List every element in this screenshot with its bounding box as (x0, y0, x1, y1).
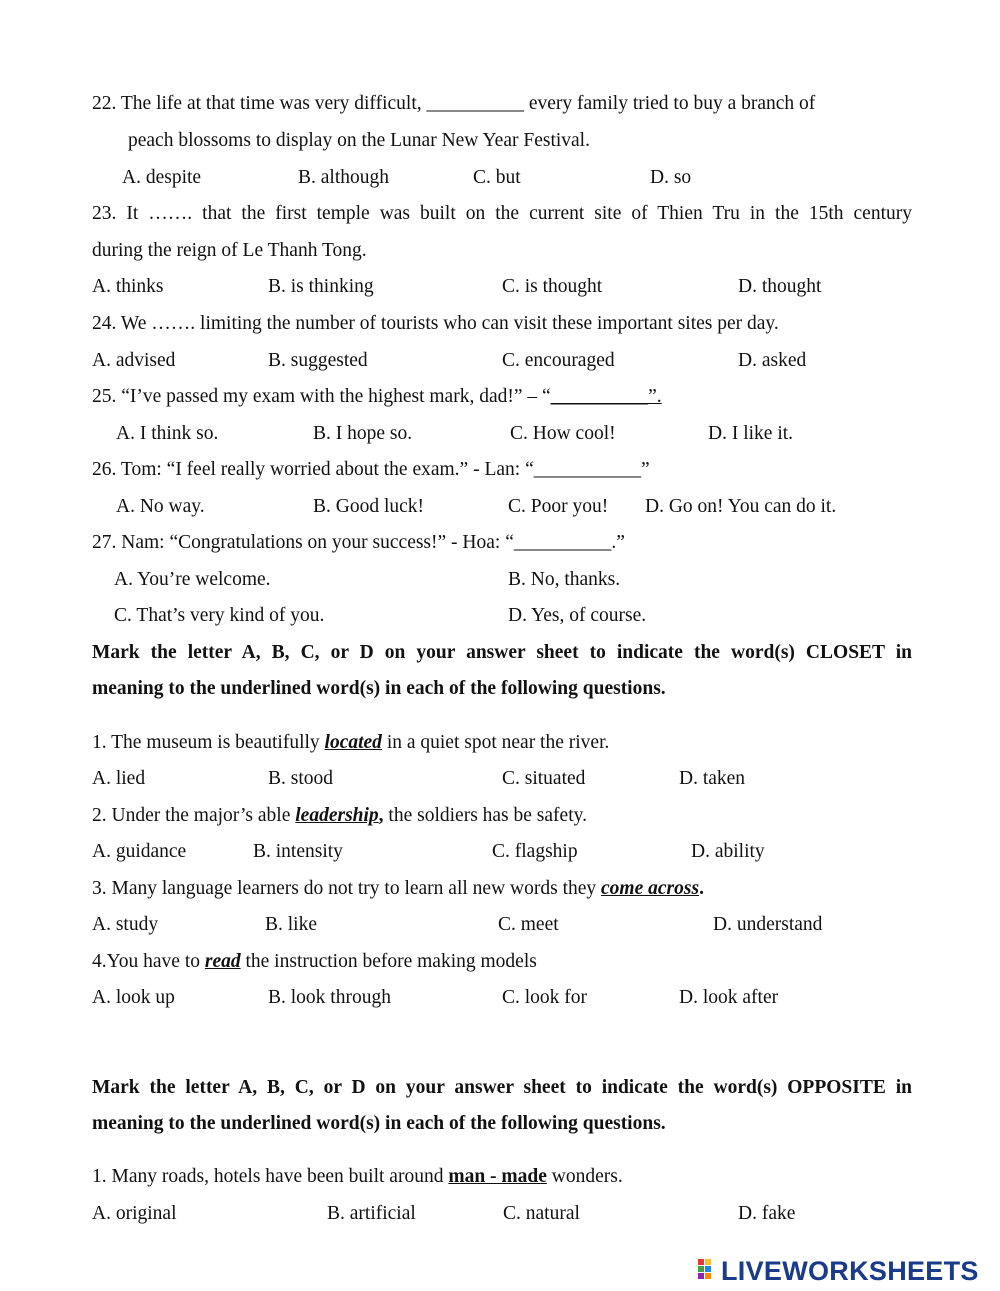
q25-option-c: C. How cool! (510, 423, 616, 444)
closest-q3-underlined-word: come across (601, 878, 700, 899)
closest-q1-option-a: A. lied (92, 768, 146, 789)
q25-blank[interactable]: __________”. (550, 386, 662, 407)
q24-option-a: A. advised (92, 350, 176, 371)
q23-option-b: B. is thinking (268, 276, 374, 297)
closest-q3-option-a: A. study (92, 914, 159, 935)
q22-stem-line2: peach blossoms to display on the Lunar New Year Festival. (128, 130, 590, 151)
q26-option-b: B. Good luck! (313, 496, 425, 517)
closest-q4-underlined-word: read (204, 951, 241, 972)
opposite-q1-stem: 1. Many roads, hotels have been built around man - made wonders. (92, 1166, 623, 1187)
liveworksheets-logo-icon (697, 1258, 719, 1284)
q24-option-c: C. encouraged (502, 350, 615, 371)
closest-q1-option-d: D. taken (679, 768, 746, 789)
closest-q4-option-a: A. look up (92, 987, 175, 1008)
opposite-q1-option-a: A. original (92, 1203, 177, 1224)
closest-q3-option-b: B. like (265, 914, 317, 935)
closest-q1-stem: 1. The museum is beautifully located in a quiet spot near the river. (92, 732, 610, 753)
opposite-q1-option-d: D. fake (738, 1203, 796, 1224)
q25-option-b: B. I hope so. (313, 423, 413, 444)
liveworksheets-logo-text: LIVEWORKSHEETS (721, 1255, 979, 1286)
q25-option-d: D. I like it. (708, 423, 794, 444)
closest-q4-option-d: D. look after (679, 987, 779, 1008)
q26-stem: 26. Tom: “I feel really worried about the exam.” - Lan: “___________” (92, 459, 650, 480)
section-opposite-instruction-line2: meaning to the underlined word(s) in each of the following questions. (92, 1113, 666, 1134)
closest-q2-option-a: A. guidance (92, 841, 187, 862)
q23-option-c: C. is thought (502, 276, 603, 297)
closest-q4-option-b: B. look through (268, 987, 391, 1008)
q22-option-c: C. but (473, 167, 521, 188)
closest-q2-option-d: D. ability (691, 841, 765, 862)
closest-q2-underlined-word: leadership (295, 805, 379, 826)
q23-stem-line2: during the reign of Le Thanh Tong. (92, 240, 367, 261)
q23-stem-line1: 23. It ……. that the first temple was built on the current site of Thien Tru in the 15th century (92, 203, 912, 224)
q24-stem: 24. We ……. limiting the number of tourists who can visit these important sites per day. (92, 313, 779, 334)
q23-option-d: D. thought (738, 276, 822, 297)
q27-option-c: C. That’s very kind of you. (114, 605, 325, 626)
closest-q4-stem: 4.You have to read the instruction before making models (92, 951, 537, 972)
closest-q3-stem: 3. Many language learners do not try to learn all new words they come across. (92, 878, 704, 899)
section-closest-instruction-line2: meaning to the underlined word(s) in each of the following questions. (92, 678, 666, 699)
liveworksheets-logo (697, 1254, 979, 1288)
q22-blank[interactable]: __________ (426, 93, 524, 114)
closest-q1-underlined-word: located (324, 732, 382, 753)
opposite-q1-option-b: B. artificial (327, 1203, 416, 1224)
q23-option-a: A. thinks (92, 276, 164, 297)
closest-q3-option-c: C. meet (498, 914, 559, 935)
closest-q1-option-c: C. situated (502, 768, 586, 789)
q26-option-d: D. Go on! You can do it. (645, 496, 837, 517)
q25-stem: 25. “I’ve passed my exam with the highest mark, dad!” – “__________”. (92, 386, 662, 407)
closest-q2-option-c: C. flagship (492, 841, 578, 862)
closest-q3-option-d: D. understand (713, 914, 823, 935)
q22-stem-line1: 22. The life at that time was very difficult, __________ every family tried to buy a branch of (92, 93, 816, 114)
q22-option-d: D. so (650, 167, 692, 188)
closest-q1-option-b: B. stood (268, 768, 334, 789)
q22-option-b: B. although (298, 167, 389, 188)
q27-option-a: A. You’re welcome. (114, 569, 271, 590)
opposite-q1-option-c: C. natural (503, 1203, 580, 1224)
q24-option-b: B. suggested (268, 350, 368, 371)
q24-option-d: D. asked (738, 350, 807, 371)
q26-option-c: C. Poor you! (508, 496, 609, 517)
q26-option-a: A. No way. (116, 496, 205, 517)
section-opposite-instruction-line1: Mark the letter A, B, C, or D on your answer sheet to indicate the word(s) OPPOSITE in (92, 1077, 912, 1098)
closest-q2-stem: 2. Under the major’s able leadership, the soldiers has be safety. (92, 805, 587, 826)
q27-option-b: B. No, thanks. (508, 569, 621, 590)
q25-option-a: A. I think so. (116, 423, 219, 444)
q22-option-a: A. despite (122, 167, 202, 188)
section-closest-instruction-line1: Mark the letter A, B, C, or D on your answer sheet to indicate the word(s) CLOSET in (92, 642, 912, 663)
q27-option-d: D. Yes, of course. (508, 605, 647, 626)
closest-q4-option-c: C. look for (502, 987, 588, 1008)
opposite-q1-underlined-word: man - made (448, 1166, 547, 1187)
closest-q2-option-b: B. intensity (253, 841, 343, 862)
q27-stem: 27. Nam: “Congratulations on your success!” - Hoa: “__________.” (92, 532, 625, 553)
